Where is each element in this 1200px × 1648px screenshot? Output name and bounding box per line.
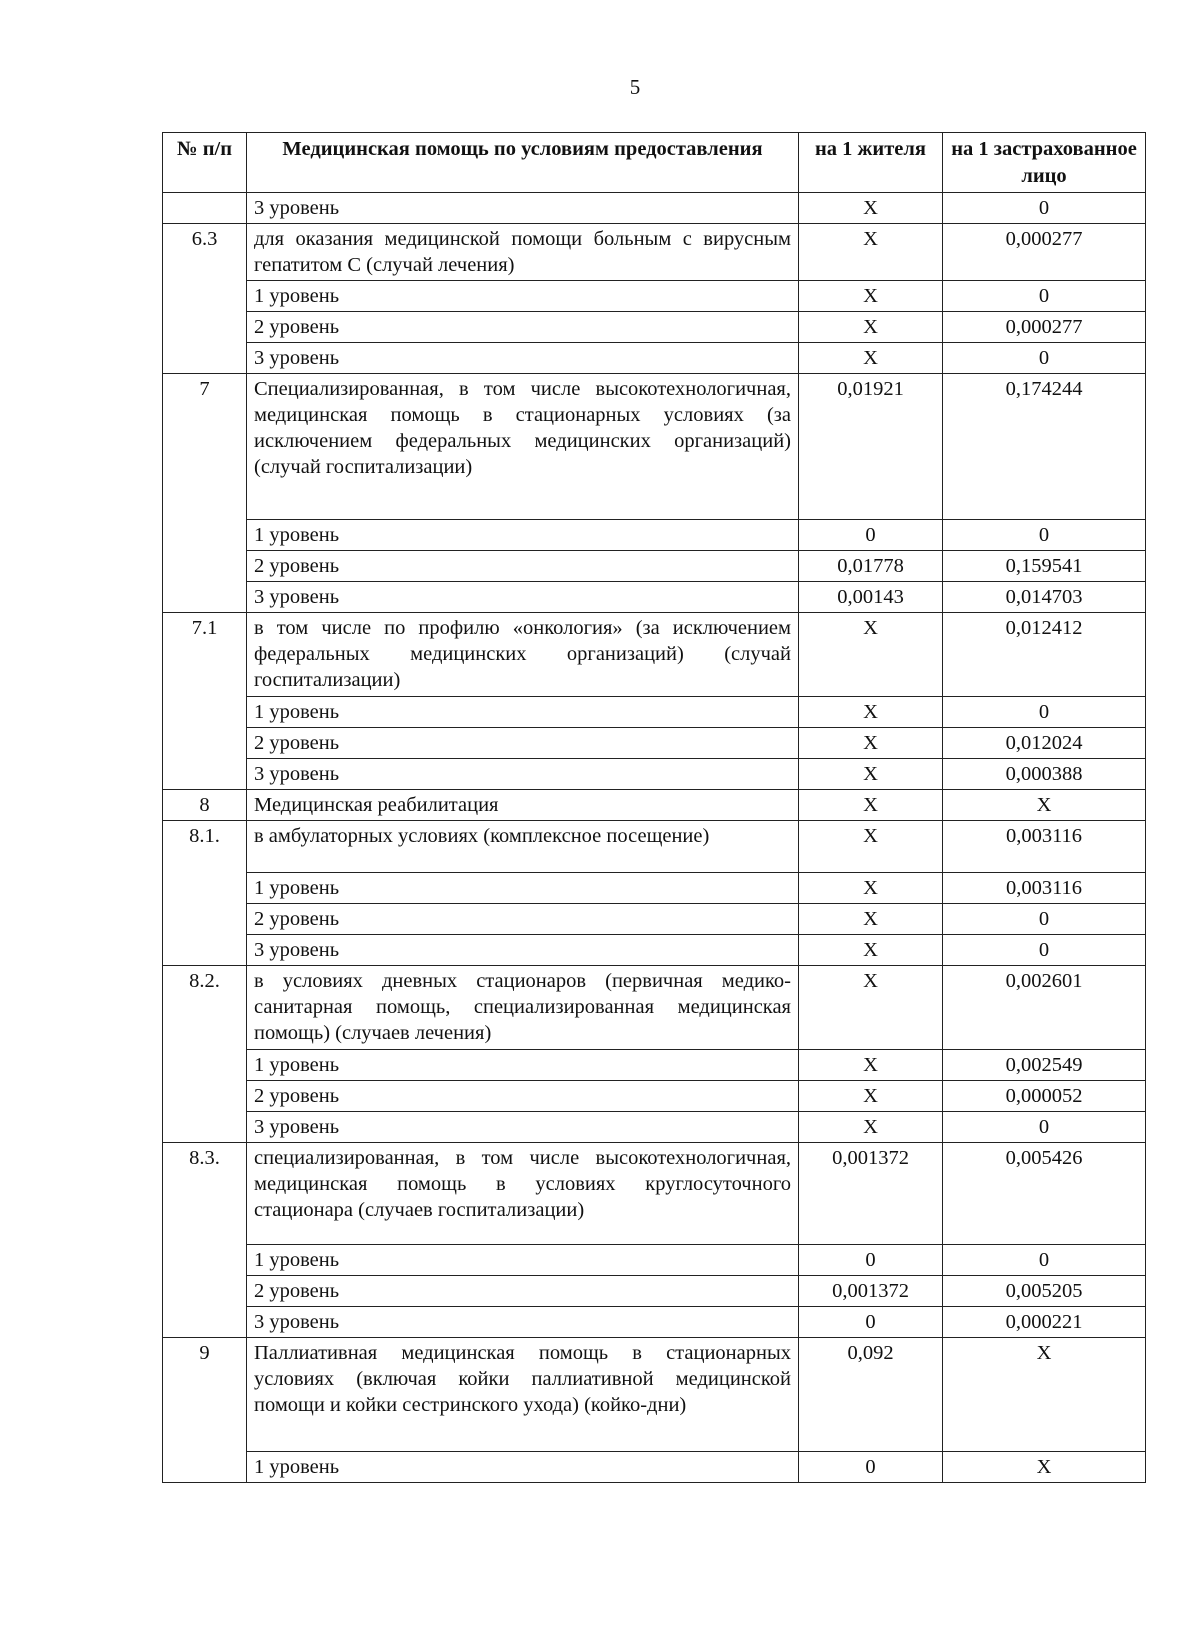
- value-per-resident: Х: [799, 193, 943, 224]
- row-number: [163, 582, 247, 613]
- header-per-insured: на 1 застрахованное лицо: [943, 133, 1146, 193]
- row-number: 7.1: [163, 613, 247, 697]
- row-number: [163, 1245, 247, 1276]
- row-description: Специализированная, в том числе высокотехнологичная, медицинская помощь в стационарных условиях (за исключением федеральных медицинских организаций) (случай госпитализации): [247, 374, 799, 520]
- value-per-insured: 0,000277: [943, 224, 1146, 281]
- value-per-resident: Х: [799, 1050, 943, 1081]
- table-row: [163, 728, 1146, 759]
- row-description: 3 уровень: [247, 343, 799, 374]
- row-number: [163, 759, 247, 790]
- row-description: 1 уровень: [247, 1245, 799, 1276]
- table-row: [163, 224, 1146, 281]
- value-per-resident: Х: [799, 224, 943, 281]
- row-number: 8: [163, 790, 247, 821]
- value-per-resident: 0: [799, 1452, 943, 1483]
- value-per-resident: Х: [799, 873, 943, 904]
- value-per-resident: Х: [799, 343, 943, 374]
- header-per-resident: на 1 жителя: [799, 133, 943, 193]
- row-number: 6.3: [163, 224, 247, 281]
- table-row: [163, 1452, 1146, 1483]
- row-description: Паллиативная медицинская помощь в стационарных условиях (включая койки паллиативной медицинской помощи и койки сестринского ухода) (койко-дни): [247, 1338, 799, 1452]
- value-per-resident: 0,001372: [799, 1276, 943, 1307]
- table-header-row: [163, 133, 1146, 193]
- row-number: [163, 312, 247, 343]
- header-num: № п/п: [163, 133, 247, 193]
- row-number: 9: [163, 1338, 247, 1452]
- row-description: в том числе по профилю «онкология» (за исключением федеральных медицинских организаций) (случай госпитализации): [247, 613, 799, 697]
- table-row: [163, 790, 1146, 821]
- value-per-insured: 0,000052: [943, 1081, 1146, 1112]
- value-per-resident: Х: [799, 697, 943, 728]
- row-description: 3 уровень: [247, 1112, 799, 1143]
- row-number: [163, 1050, 247, 1081]
- value-per-insured: 0,012412: [943, 613, 1146, 697]
- table-row: [163, 520, 1146, 551]
- table-row: [163, 312, 1146, 343]
- value-per-resident: Х: [799, 966, 943, 1050]
- table-row: [163, 1245, 1146, 1276]
- row-description: 1 уровень: [247, 697, 799, 728]
- value-per-insured: 0,005426: [943, 1143, 1146, 1245]
- value-per-insured: 0: [943, 343, 1146, 374]
- table-row: [163, 551, 1146, 582]
- row-description: в условиях дневных стационаров (первичная медико-санитарная помощь, специализированная медицинская помощь) (случаев лечения): [247, 966, 799, 1050]
- row-description: 1 уровень: [247, 281, 799, 312]
- value-per-insured: 0,174244: [943, 374, 1146, 520]
- row-number: [163, 697, 247, 728]
- value-per-insured: 0,000221: [943, 1307, 1146, 1338]
- table-row: [163, 1112, 1146, 1143]
- value-per-insured: 0: [943, 904, 1146, 935]
- value-per-resident: Х: [799, 1112, 943, 1143]
- row-number: [163, 1081, 247, 1112]
- value-per-insured: Х: [943, 790, 1146, 821]
- row-number: [163, 873, 247, 904]
- row-description: 3 уровень: [247, 582, 799, 613]
- value-per-resident: Х: [799, 790, 943, 821]
- row-description: 1 уровень: [247, 1050, 799, 1081]
- value-per-insured: 0: [943, 193, 1146, 224]
- table-row: [163, 281, 1146, 312]
- value-per-insured: 0,003116: [943, 873, 1146, 904]
- table-row: [163, 1338, 1146, 1452]
- table-row: [163, 1276, 1146, 1307]
- row-number: [163, 281, 247, 312]
- row-number: 7: [163, 374, 247, 520]
- value-per-insured: 0,002549: [943, 1050, 1146, 1081]
- value-per-resident: 0: [799, 1307, 943, 1338]
- table-row: [163, 1050, 1146, 1081]
- table-row: [163, 697, 1146, 728]
- table-row: [163, 343, 1146, 374]
- row-number: 8.3.: [163, 1143, 247, 1245]
- value-per-resident: 0,01921: [799, 374, 943, 520]
- value-per-resident: Х: [799, 821, 943, 873]
- value-per-resident: 0,092: [799, 1338, 943, 1452]
- value-per-insured: 0,002601: [943, 966, 1146, 1050]
- table-row: [163, 613, 1146, 697]
- value-per-insured: 0: [943, 281, 1146, 312]
- row-number: [163, 1112, 247, 1143]
- table-row: [163, 1143, 1146, 1245]
- value-per-insured: 0: [943, 697, 1146, 728]
- table-row: [163, 1081, 1146, 1112]
- row-number: [163, 935, 247, 966]
- row-number: [163, 728, 247, 759]
- row-description: 2 уровень: [247, 551, 799, 582]
- value-per-insured: 0,000277: [943, 312, 1146, 343]
- table-row: [163, 966, 1146, 1050]
- value-per-resident: Х: [799, 904, 943, 935]
- row-description: 2 уровень: [247, 312, 799, 343]
- table-row: [163, 374, 1146, 520]
- table-row: [163, 935, 1146, 966]
- norms-table: [162, 132, 1146, 1483]
- row-description: 2 уровень: [247, 1081, 799, 1112]
- row-number: [163, 1452, 247, 1483]
- value-per-insured: 0,159541: [943, 551, 1146, 582]
- value-per-resident: Х: [799, 312, 943, 343]
- table-row: [163, 759, 1146, 790]
- row-description: в амбулаторных условиях (комплексное посещение): [247, 821, 799, 873]
- value-per-insured: 0: [943, 935, 1146, 966]
- row-description: 3 уровень: [247, 193, 799, 224]
- value-per-resident: 0,01778: [799, 551, 943, 582]
- value-per-resident: Х: [799, 759, 943, 790]
- row-description: 2 уровень: [247, 728, 799, 759]
- table-row: [163, 1307, 1146, 1338]
- value-per-resident: 0: [799, 520, 943, 551]
- row-number: [163, 904, 247, 935]
- value-per-insured: 0,012024: [943, 728, 1146, 759]
- row-number: 8.1.: [163, 821, 247, 873]
- page-number: 5: [629, 75, 641, 99]
- row-description: 2 уровень: [247, 904, 799, 935]
- row-number: 8.2.: [163, 966, 247, 1050]
- table-row: [163, 904, 1146, 935]
- value-per-resident: 0,001372: [799, 1143, 943, 1245]
- value-per-resident: Х: [799, 935, 943, 966]
- row-description: Медицинская реабилитация: [247, 790, 799, 821]
- row-number: [163, 520, 247, 551]
- table-body: [163, 193, 1146, 1483]
- header-desc: Медицинская помощь по условиям предоставления: [247, 133, 799, 193]
- row-description: 2 уровень: [247, 1276, 799, 1307]
- row-description: 3 уровень: [247, 935, 799, 966]
- value-per-insured: 0: [943, 1112, 1146, 1143]
- row-description: 1 уровень: [247, 1452, 799, 1483]
- row-description: 1 уровень: [247, 520, 799, 551]
- row-number: [163, 193, 247, 224]
- row-description: 3 уровень: [247, 759, 799, 790]
- table-row: [163, 582, 1146, 613]
- row-number: [163, 1276, 247, 1307]
- value-per-resident: 0,00143: [799, 582, 943, 613]
- row-description: 3 уровень: [247, 1307, 799, 1338]
- value-per-insured: 0: [943, 520, 1146, 551]
- value-per-resident: 0: [799, 1245, 943, 1276]
- value-per-resident: Х: [799, 728, 943, 759]
- table-row: [163, 821, 1146, 873]
- table-row: [163, 873, 1146, 904]
- value-per-insured: 0: [943, 1245, 1146, 1276]
- value-per-resident: Х: [799, 281, 943, 312]
- row-description: специализированная, в том числе высокотехнологичная, медицинская помощь в условиях круглосуточного стационара (случаев госпитализации): [247, 1143, 799, 1245]
- row-number: [163, 343, 247, 374]
- row-description: 1 уровень: [247, 873, 799, 904]
- value-per-insured: Х: [943, 1338, 1146, 1452]
- value-per-resident: Х: [799, 613, 943, 697]
- value-per-insured: 0,003116: [943, 821, 1146, 873]
- row-number: [163, 1307, 247, 1338]
- value-per-insured: 0,014703: [943, 582, 1146, 613]
- value-per-insured: 0,005205: [943, 1276, 1146, 1307]
- row-number: [163, 551, 247, 582]
- row-description: для оказания медицинской помощи больным с вирусным гепатитом С (случай лечения): [247, 224, 799, 281]
- value-per-resident: Х: [799, 1081, 943, 1112]
- value-per-insured: 0,000388: [943, 759, 1146, 790]
- table-row: [163, 193, 1146, 224]
- value-per-insured: Х: [943, 1452, 1146, 1483]
